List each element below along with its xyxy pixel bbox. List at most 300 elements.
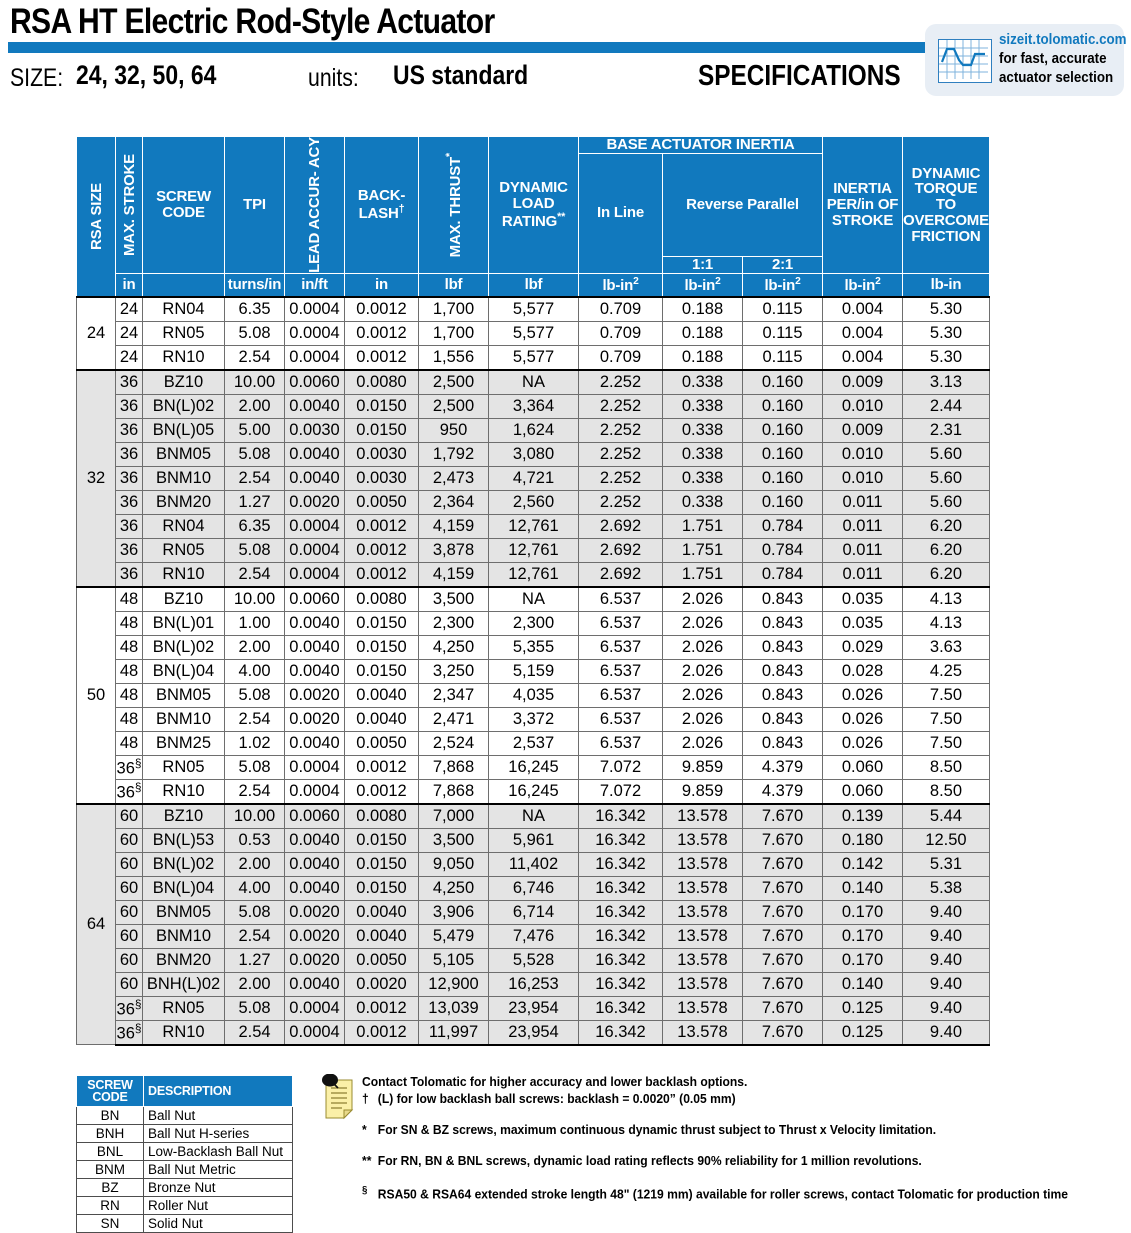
specifications-table-body — [77, 297, 990, 1045]
col-dynamic-torque: DYNAMIC TORQUE TO OVERCOME FRICTION — [903, 137, 990, 274]
cell-max-stroke: 60 — [116, 828, 143, 852]
cell-lead-accuracy: 0.0040 — [285, 394, 345, 418]
cell-inertia-per-in: 0.004 — [823, 321, 903, 345]
cell-tpi: 4.00 — [225, 876, 285, 900]
cell-inertia-per-in: 0.011 — [823, 538, 903, 562]
cell-tpi: 2.54 — [225, 466, 285, 490]
cell-dynamic-torque: 9.40 — [903, 924, 990, 948]
cell-rp-1-1: 13.578 — [663, 1020, 743, 1045]
cell-dynamic-torque: 5.44 — [903, 804, 990, 829]
cell-max-thrust: 5,105 — [419, 948, 489, 972]
cell-max-stroke: 36§ — [116, 755, 142, 778]
cell-rp-2-1: 0.843 — [743, 587, 823, 612]
legend-row — [77, 1215, 293, 1233]
cell-lead-accuracy: 0.0040 — [285, 635, 345, 659]
sizeit-badge[interactable] — [925, 24, 1127, 96]
cell-max-stroke: 48 — [116, 683, 143, 707]
cell-backlash: 0.0012 — [345, 345, 419, 370]
cell-backlash: 0.0040 — [345, 707, 419, 731]
cell-screw-code: BZ10 — [143, 587, 225, 612]
cell-dynamic-torque: 2.44 — [903, 394, 990, 418]
unit-tpi: turns/in — [225, 273, 285, 297]
cell-lead-accuracy: 0.0020 — [285, 948, 345, 972]
cell-tpi: 2.54 — [225, 345, 285, 370]
cell-in-line: 6.537 — [579, 635, 663, 659]
cell-rp-1-1: 2.026 — [663, 611, 743, 635]
cell-backlash: 0.0020 — [345, 972, 419, 996]
table-row — [77, 900, 990, 924]
cell-dynamic-load-rating: 3,080 — [489, 442, 579, 466]
cell-rp-2-1: 7.670 — [743, 924, 823, 948]
cell-backlash: 0.0150 — [345, 611, 419, 635]
cell-tpi: 2.54 — [225, 562, 285, 587]
cell-rp-2-1: 7.670 — [743, 804, 823, 829]
cell-max-thrust: 2,364 — [419, 490, 489, 514]
cell-rp-2-1: 4.379 — [743, 755, 823, 779]
cell-in-line: 2.692 — [579, 514, 663, 538]
cell-max-thrust: 7,868 — [419, 779, 489, 804]
cell-rp-2-1: 0.115 — [743, 321, 823, 345]
cell-screw-code: BNM20 — [143, 490, 225, 514]
cell-dynamic-torque: 5.60 — [903, 466, 990, 490]
cell-rp-2-1: 0.843 — [743, 731, 823, 755]
cell-inertia-per-in: 0.028 — [823, 659, 903, 683]
cell-dynamic-load-rating: 5,355 — [489, 635, 579, 659]
table-row — [77, 1020, 990, 1045]
table-row — [77, 514, 990, 538]
table-row — [77, 466, 990, 490]
cell-in-line: 2.252 — [579, 442, 663, 466]
cell-rp-1-1: 2.026 — [663, 635, 743, 659]
cell-backlash: 0.0012 — [345, 1020, 419, 1045]
cell-dynamic-torque: 8.50 — [903, 779, 990, 804]
unit-rp-2-1: $lb-in^2$ — [743, 273, 823, 297]
cell-in-line: 2.692 — [579, 538, 663, 562]
cell-inertia-per-in: 0.060 — [823, 755, 903, 779]
cell-backlash: 0.0030 — [345, 466, 419, 490]
cell-dynamic-torque: 5.60 — [903, 442, 990, 466]
cell-rp-1-1: 9.859 — [663, 755, 743, 779]
cell-tpi: 10.00 — [225, 804, 285, 829]
legend-cell-description: Ball Nut — [144, 1107, 293, 1125]
cell-inertia-per-in: 0.009 — [823, 370, 903, 395]
cell-backlash: 0.0080 — [345, 370, 419, 395]
table-row — [77, 996, 990, 1020]
cell-screw-code: BN(L)01 — [143, 611, 225, 635]
page-title: RSA HT Electric Rod-Style Actuator — [10, 2, 495, 41]
cell-rp-1-1: 0.188 — [663, 297, 743, 322]
cell-backlash: 0.0080 — [345, 804, 419, 829]
cell-inertia-per-in: 0.011 — [823, 562, 903, 587]
unit-lead-accuracy: in/ft — [285, 273, 345, 297]
cell-in-line: 6.537 — [579, 587, 663, 612]
cell-dynamic-load-rating: 3,364 — [489, 394, 579, 418]
cell-inertia-per-in: 0.035 — [823, 587, 903, 612]
cell-in-line: 2.252 — [579, 370, 663, 395]
cell-screw-code: RN05 — [143, 321, 225, 345]
cell-max-thrust: 1,700 — [419, 297, 489, 322]
cell-dynamic-load-rating: 3,372 — [489, 707, 579, 731]
cell-screw-code: BNM10 — [143, 707, 225, 731]
cell-tpi: 2.54 — [225, 707, 285, 731]
cell-max-thrust: 11,997 — [419, 1020, 489, 1045]
cell-inertia-per-in: 0.029 — [823, 635, 903, 659]
cell-rp-2-1: 0.115 — [743, 345, 823, 370]
table-row — [77, 972, 990, 996]
cell-dynamic-torque: 9.40 — [903, 900, 990, 924]
cell-inertia-per-in: 0.011 — [823, 490, 903, 514]
legend-cell-code: BN — [77, 1107, 144, 1125]
cell-inertia-per-in: 0.010 — [823, 466, 903, 490]
cell-lead-accuracy: 0.0040 — [285, 611, 345, 635]
cell-in-line: 6.537 — [579, 707, 663, 731]
legend-cell-description: Solid Nut — [144, 1215, 293, 1233]
cell-dynamic-load-rating: 16,245 — [489, 755, 579, 779]
stroke-section-mark: § — [134, 755, 142, 770]
cell-lead-accuracy: 0.0060 — [285, 587, 345, 612]
cell-max-thrust: 2,471 — [419, 707, 489, 731]
cell-dynamic-torque: 7.50 — [903, 731, 990, 755]
cell-dynamic-torque: 6.20 — [903, 562, 990, 587]
cell-screw-code: BN(L)04 — [143, 659, 225, 683]
table-units-row — [77, 273, 990, 297]
cell-tpi: 2.00 — [225, 972, 285, 996]
cell-rp-2-1: 0.160 — [743, 370, 823, 395]
cell-screw-code: RN10 — [143, 562, 225, 587]
cell-dynamic-load-rating: NA — [489, 370, 579, 395]
cell-lead-accuracy: 0.0060 — [285, 370, 345, 395]
cell-max-thrust: 2,300 — [419, 611, 489, 635]
cell-max-thrust: 2,524 — [419, 731, 489, 755]
cell-backlash: 0.0150 — [345, 876, 419, 900]
cell-max-thrust: 2,500 — [419, 394, 489, 418]
cell-dynamic-load-rating: 2,537 — [489, 731, 579, 755]
badge-line3: actuator selection — [999, 70, 1114, 86]
cell-max-thrust: 2,347 — [419, 683, 489, 707]
rsa-size-group-24: 24 — [77, 297, 116, 370]
cell-tpi: 6.35 — [225, 297, 285, 322]
units-value: US standard — [393, 60, 529, 90]
cell-in-line: 0.709 — [579, 321, 663, 345]
cell-max-stroke: 36 — [116, 394, 143, 418]
unit-screw-code — [143, 273, 225, 297]
cell-rp-1-1: 0.338 — [663, 394, 743, 418]
cell-inertia-per-in: 0.004 — [823, 297, 903, 322]
cell-tpi: 5.08 — [225, 996, 285, 1020]
cell-dynamic-load-rating: 12,761 — [489, 538, 579, 562]
cell-tpi: 6.35 — [225, 514, 285, 538]
cell-inertia-per-in: 0.011 — [823, 514, 903, 538]
cell-dynamic-torque: 5.38 — [903, 876, 990, 900]
cell-backlash: 0.0040 — [345, 683, 419, 707]
cell-screw-code: BNM05 — [143, 442, 225, 466]
cell-backlash: 0.0040 — [345, 924, 419, 948]
cell-max-thrust: 4,159 — [419, 514, 489, 538]
table-row — [77, 562, 990, 587]
table-row — [77, 852, 990, 876]
cell-max-stroke: 60 — [116, 876, 143, 900]
cell-dynamic-torque: 7.50 — [903, 683, 990, 707]
unit-max-stroke: in — [116, 273, 143, 297]
cell-rp-1-1: 1.751 — [663, 514, 743, 538]
cell-tpi: 5.08 — [225, 900, 285, 924]
cell-backlash: 0.0150 — [345, 828, 419, 852]
screw-code-legend — [76, 1075, 293, 1233]
col-backlash: BACK- LASH† — [345, 137, 419, 274]
cell-lead-accuracy: 0.0040 — [285, 876, 345, 900]
cell-rp-2-1: 0.160 — [743, 466, 823, 490]
size-value: 24, 32, 50, 64 — [76, 60, 217, 90]
cell-dynamic-torque: 12.50 — [903, 828, 990, 852]
rsa-size-group-64: 64 — [77, 804, 116, 1045]
col-group-base-actuator-inertia: BASE ACTUATOR INERTIA — [579, 137, 823, 154]
cell-rp-2-1: 7.670 — [743, 876, 823, 900]
unit-max-thrust: lbf — [419, 273, 489, 297]
cell-lead-accuracy: 0.0020 — [285, 900, 345, 924]
cell-dynamic-load-rating: 5,961 — [489, 828, 579, 852]
cell-backlash: 0.0012 — [345, 996, 419, 1020]
cell-max-stroke: 60 — [116, 852, 143, 876]
cell-backlash: 0.0150 — [345, 852, 419, 876]
cell-inertia-per-in: 0.180 — [823, 828, 903, 852]
cell-tpi: 5.00 — [225, 418, 285, 442]
cell-lead-accuracy: 0.0060 — [285, 804, 345, 829]
cell-in-line: 2.692 — [579, 562, 663, 587]
cell-rp-2-1: 0.160 — [743, 394, 823, 418]
col-max-stroke: MAX. STROKE — [116, 137, 143, 274]
cell-max-thrust: 3,250 — [419, 659, 489, 683]
sticky-note-icon — [318, 1074, 360, 1122]
cell-inertia-per-in: 0.125 — [823, 996, 903, 1020]
legend-cell-code: BNM — [77, 1161, 144, 1179]
cell-dynamic-load-rating: 11,402 — [489, 852, 579, 876]
cell-max-thrust: 3,500 — [419, 587, 489, 612]
cell-max-stroke: 36§ — [116, 996, 142, 1019]
cell-dynamic-torque: 5.30 — [903, 297, 990, 322]
section-title: SPECIFICATIONS — [698, 60, 901, 92]
legend-row — [77, 1125, 293, 1143]
title-divider — [8, 42, 953, 53]
cell-dynamic-load-rating: 5,528 — [489, 948, 579, 972]
cell-tpi: 1.27 — [225, 948, 285, 972]
legend-row — [77, 1197, 293, 1215]
cell-inertia-per-in: 0.170 — [823, 924, 903, 948]
table-row — [77, 659, 990, 683]
cell-screw-code: RN10 — [143, 779, 225, 804]
unit-dynamic-load-rating: lbf — [489, 273, 579, 297]
cell-backlash: 0.0030 — [345, 442, 419, 466]
cell-lead-accuracy: 0.0004 — [285, 1020, 345, 1045]
cell-rp-1-1: 0.338 — [663, 466, 743, 490]
cell-max-stroke: 36 — [116, 418, 143, 442]
table-row — [77, 876, 990, 900]
cell-backlash: 0.0050 — [345, 490, 419, 514]
cell-lead-accuracy: 0.0040 — [285, 659, 345, 683]
col-rp-1-1: 1:1 — [663, 257, 743, 274]
cell-dynamic-load-rating: 1,624 — [489, 418, 579, 442]
table-row — [77, 345, 990, 370]
table-row — [77, 587, 990, 612]
cell-rp-2-1: 0.843 — [743, 683, 823, 707]
cell-rp-1-1: 0.188 — [663, 345, 743, 370]
cell-max-stroke: 48 — [116, 611, 143, 635]
cell-dynamic-load-rating: 2,300 — [489, 611, 579, 635]
cell-dynamic-torque: 5.30 — [903, 321, 990, 345]
unit-dynamic-torque: lb-in — [903, 273, 990, 297]
cell-rp-2-1: 0.115 — [743, 297, 823, 322]
cell-rp-1-1: 0.338 — [663, 490, 743, 514]
cell-in-line: 0.709 — [579, 297, 663, 322]
legend-cell-description: Low-Backlash Ball Nut — [144, 1143, 293, 1161]
cell-tpi: 5.08 — [225, 321, 285, 345]
cell-in-line: 16.342 — [579, 828, 663, 852]
cell-rp-2-1: 7.670 — [743, 900, 823, 924]
cell-dynamic-torque: 2.31 — [903, 418, 990, 442]
cell-screw-code: RN10 — [143, 1020, 225, 1045]
cell-in-line: 2.252 — [579, 466, 663, 490]
cell-rp-2-1: 0.784 — [743, 538, 823, 562]
cell-max-thrust: 950 — [419, 418, 489, 442]
cell-rp-2-1: 7.670 — [743, 828, 823, 852]
cell-in-line: 16.342 — [579, 1020, 663, 1045]
cell-rp-1-1: 13.578 — [663, 852, 743, 876]
cell-in-line: 2.252 — [579, 394, 663, 418]
cell-in-line: 0.709 — [579, 345, 663, 370]
cell-dynamic-load-rating: 2,560 — [489, 490, 579, 514]
cell-rp-1-1: 13.578 — [663, 972, 743, 996]
subtitle-row — [8, 58, 958, 98]
table-row — [77, 707, 990, 731]
cell-max-thrust: 7,000 — [419, 804, 489, 829]
table-row — [77, 490, 990, 514]
cell-inertia-per-in: 0.142 — [823, 852, 903, 876]
cell-max-stroke: 48 — [116, 707, 143, 731]
cell-screw-code: RN10 — [143, 345, 225, 370]
cell-tpi: 4.00 — [225, 659, 285, 683]
cell-rp-1-1: 2.026 — [663, 731, 743, 755]
units-label: units: — [308, 64, 359, 92]
cell-tpi: 5.08 — [225, 683, 285, 707]
cell-dynamic-torque: 9.40 — [903, 1020, 990, 1045]
cell-rp-1-1: 13.578 — [663, 828, 743, 852]
cell-dynamic-load-rating: 7,476 — [489, 924, 579, 948]
cell-rp-1-1: 2.026 — [663, 683, 743, 707]
cell-lead-accuracy: 0.0020 — [285, 707, 345, 731]
badge-text — [999, 31, 1127, 88]
cell-max-thrust: 12,900 — [419, 972, 489, 996]
cell-rp-2-1: 0.160 — [743, 418, 823, 442]
cell-lead-accuracy: 0.0020 — [285, 683, 345, 707]
cell-lead-accuracy: 0.0040 — [285, 442, 345, 466]
cell-tpi: 5.08 — [225, 442, 285, 466]
footnote-asterisk: * For SN & BZ screws, maximum continuous dynamic thrust subject to Thrust x Velocity limitation. — [362, 1122, 937, 1137]
cell-rp-2-1: 4.379 — [743, 779, 823, 804]
cell-lead-accuracy: 0.0040 — [285, 852, 345, 876]
cell-dynamic-load-rating: 12,761 — [489, 562, 579, 587]
col-rp-2-1: 2:1 — [743, 257, 823, 274]
stroke-section-mark: § — [134, 996, 142, 1011]
footnote-dagger-mark: † — [362, 1091, 369, 1106]
cell-inertia-per-in: 0.060 — [823, 779, 903, 804]
table-row — [77, 731, 990, 755]
cell-in-line: 2.252 — [579, 418, 663, 442]
table-header-row-1 — [77, 137, 990, 154]
cell-dynamic-load-rating: 6,714 — [489, 900, 579, 924]
cell-inertia-per-in: 0.140 — [823, 972, 903, 996]
cell-max-thrust: 9,050 — [419, 852, 489, 876]
cell-screw-code: RN04 — [143, 514, 225, 538]
cell-dynamic-torque: 3.63 — [903, 635, 990, 659]
cell-dynamic-load-rating: 23,954 — [489, 996, 579, 1020]
table-row — [77, 779, 990, 804]
cell-dynamic-load-rating: 4,035 — [489, 683, 579, 707]
cell-max-stroke: 36 — [116, 538, 143, 562]
table-row — [77, 635, 990, 659]
table-row — [77, 755, 990, 779]
cell-dynamic-load-rating: 4,721 — [489, 466, 579, 490]
cell-rp-2-1: 0.160 — [743, 490, 823, 514]
table-row — [77, 370, 990, 395]
cell-dynamic-load-rating: 5,159 — [489, 659, 579, 683]
unit-inertia-per-in: $lb-in^2$ — [823, 273, 903, 297]
cell-dynamic-load-rating: 6,746 — [489, 876, 579, 900]
cell-screw-code: BZ10 — [143, 804, 225, 829]
footnote-double-asterisk-mark: ** — [362, 1153, 372, 1168]
cell-dynamic-torque: 7.50 — [903, 707, 990, 731]
cell-rp-1-1: 2.026 — [663, 659, 743, 683]
table-row — [77, 321, 990, 345]
cell-tpi: 5.08 — [225, 755, 285, 779]
cell-dynamic-torque: 4.13 — [903, 587, 990, 612]
footnote-section-mark: § — [362, 1185, 368, 1196]
cell-backlash: 0.0040 — [345, 900, 419, 924]
cell-rp-1-1: 1.751 — [663, 538, 743, 562]
cell-rp-2-1: 7.670 — [743, 852, 823, 876]
cell-backlash: 0.0150 — [345, 394, 419, 418]
cell-screw-code: BNM05 — [143, 900, 225, 924]
cell-max-stroke: 36 — [116, 490, 143, 514]
cell-tpi: 2.54 — [225, 1020, 285, 1045]
cell-max-stroke: 24 — [116, 297, 143, 322]
cell-rp-1-1: 0.338 — [663, 418, 743, 442]
cell-tpi: 1.02 — [225, 731, 285, 755]
cell-dynamic-torque: 9.40 — [903, 948, 990, 972]
cell-dynamic-load-rating: NA — [489, 804, 579, 829]
cell-max-stroke: 36 — [116, 562, 143, 587]
cell-rp-1-1: 13.578 — [663, 924, 743, 948]
legend-cell-description: Ball Nut H-series — [144, 1125, 293, 1143]
badge-url[interactable]: sizeit.tolomatic.com — [999, 32, 1127, 48]
cell-lead-accuracy: 0.0004 — [285, 538, 345, 562]
cell-screw-code: RN05 — [143, 755, 225, 779]
cell-max-stroke: 24 — [116, 345, 143, 370]
legend-cell-code: SN — [77, 1215, 144, 1233]
legend-cell-description: Roller Nut — [144, 1197, 293, 1215]
cell-screw-code: BNM25 — [143, 731, 225, 755]
footnote-double-asterisk: ** For RN, BN & BNL screws, dynamic load rating reflects 90% reliability for 1 million revolutions. — [362, 1153, 922, 1168]
cell-rp-1-1: 13.578 — [663, 876, 743, 900]
cell-max-stroke: 60 — [116, 804, 143, 829]
cell-inertia-per-in: 0.010 — [823, 394, 903, 418]
cell-rp-2-1: 0.843 — [743, 611, 823, 635]
cell-tpi: 1.27 — [225, 490, 285, 514]
legend-row — [77, 1179, 293, 1197]
cell-screw-code: BN(L)02 — [143, 635, 225, 659]
cell-lead-accuracy: 0.0040 — [285, 731, 345, 755]
cell-dynamic-torque: 9.40 — [903, 996, 990, 1020]
cell-in-line: 16.342 — [579, 852, 663, 876]
cell-max-thrust: 5,479 — [419, 924, 489, 948]
